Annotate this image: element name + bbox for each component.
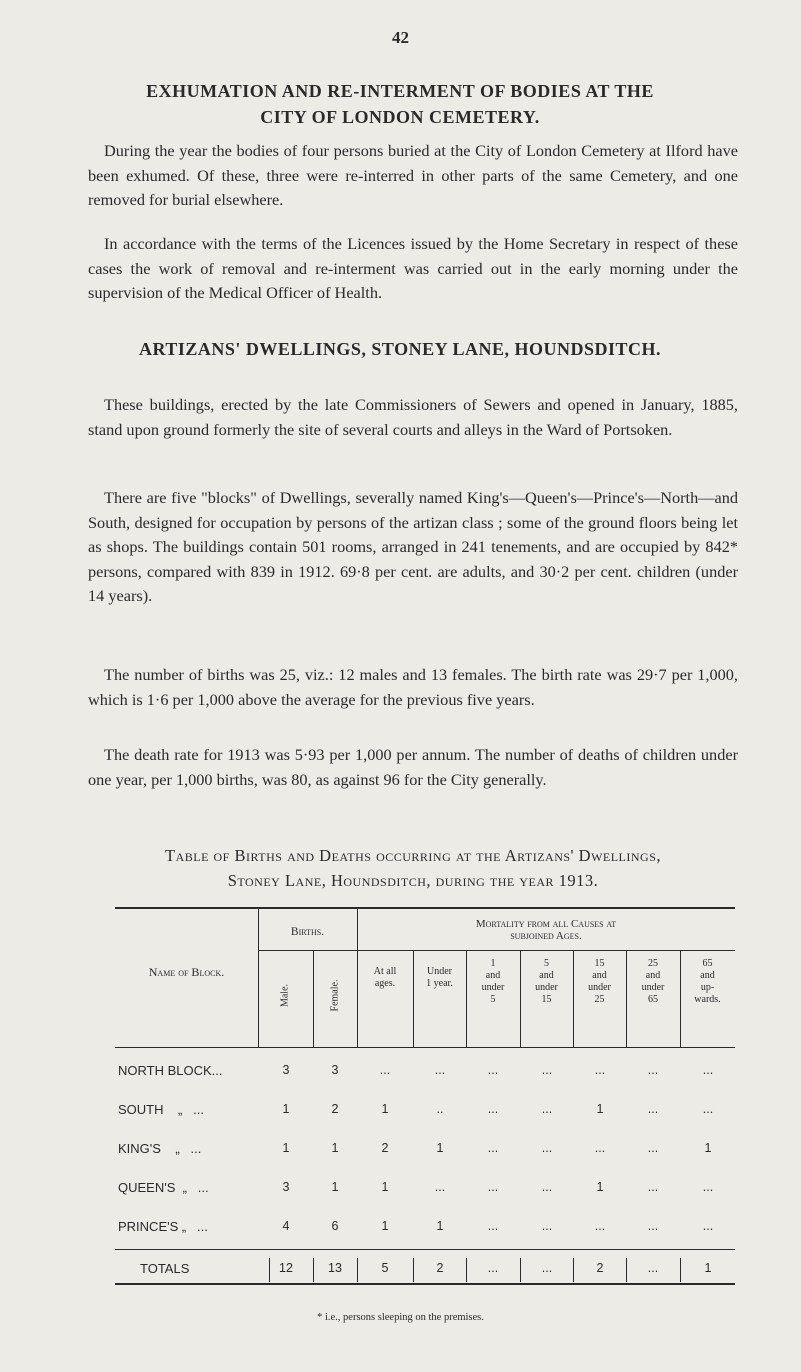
totals-divider — [466, 1258, 467, 1282]
totals-divider — [357, 1258, 358, 1282]
artizans-paragraph-2: There are five "blocks" of Dwellings, severally named King's—Queen's—Prince's—North—and South, designed for occupation by persons of the artizan class ; some of the ground floors being let as shops. The buildings contain 501 rooms, arranged in 241 tenements, and are occupied by 842* persons, compared with 839 in 1912. 69·8 per cent. are adults, and 30·2 per cent. children (under 14 years). — [88, 488, 738, 605]
totals-cell: 2 — [596, 1261, 604, 1275]
mortality-col-header-line: and — [700, 970, 715, 981]
mortality-col-header-line: 15 — [594, 958, 605, 969]
mortality-col-header-line: and — [539, 970, 554, 981]
artizans-paragraph-3: The number of births was 25, viz.: 12 males and 13 females. The birth rate was 29·7 per 1,000, which is 1·6 per 1,000 above the average for the previous five years. — [88, 665, 738, 709]
mortality-col-header-line: under — [535, 982, 558, 993]
mortality-col-header-line: and — [645, 970, 661, 981]
row-block-name: PRINCE'S „ ... — [118, 1219, 208, 1234]
table-bottom-rule — [115, 1283, 735, 1285]
totals-divider — [413, 1258, 414, 1282]
mortality-col-header — [466, 958, 520, 1006]
table-cell: 4 — [282, 1219, 290, 1233]
table-caption — [88, 843, 738, 893]
mortality-col-header — [520, 958, 573, 1006]
totals-divider — [680, 1258, 681, 1282]
mortality-col-header-line: under — [481, 982, 505, 993]
header-female: Female. — [329, 979, 341, 1012]
table-cell: ... — [594, 1141, 606, 1155]
row-block-name: QUEEN'S „ ... — [118, 1180, 209, 1195]
row-block-name: KING'S „ ... — [118, 1141, 202, 1156]
table-cell: ... — [541, 1102, 553, 1116]
header-male: Male. — [279, 983, 291, 1008]
totals-cell: ... — [647, 1261, 659, 1275]
table-cell: 1 — [436, 1141, 444, 1155]
row-block-name: NORTH BLOCK... — [118, 1063, 223, 1078]
table-header-rule — [115, 1047, 735, 1048]
mortality-col-header — [626, 958, 680, 1006]
totals-cell: 12 — [279, 1261, 293, 1275]
mortality-col-header-line: under — [641, 982, 665, 993]
totals-cell: 2 — [436, 1261, 444, 1275]
mortality-col-header-line: up- — [700, 982, 715, 993]
mortality-col-header-line: 25 — [648, 958, 658, 969]
header-name-of-block: Name of Block. — [148, 965, 225, 979]
totals-divider — [520, 1258, 521, 1282]
table-cell: 1 — [704, 1141, 712, 1155]
table-top-rule — [115, 907, 735, 909]
header-births: Births. — [290, 926, 325, 938]
births-underline — [258, 950, 357, 951]
table-cell: 1 — [596, 1102, 604, 1116]
header-mortality-line1: Mortality from all Causes at — [475, 918, 617, 930]
table-cell: 1 — [331, 1141, 339, 1155]
table-cell: 2 — [331, 1102, 339, 1116]
mortality-col-header-line: wards. — [694, 994, 721, 1005]
exhumation-heading — [60, 78, 740, 130]
mortality-col-header-line: 65 — [702, 958, 713, 969]
mortality-col-header — [573, 958, 626, 1006]
table-cell: ... — [434, 1063, 446, 1077]
exhumation-heading-line1: EXHUMATION AND RE-INTERMENT OF BODIES AT THE — [146, 81, 654, 101]
mortality-col-header-line: 15 — [541, 994, 552, 1005]
table-cell: ... — [487, 1063, 499, 1077]
table-footnote: * i.e., persons sleeping on the premises. — [317, 1312, 484, 1323]
mortality-col-header-line: and — [485, 970, 501, 981]
table-cell: 1 — [381, 1102, 389, 1116]
mortality-col-header-line: Under — [427, 966, 452, 977]
totals-cell: ... — [541, 1261, 553, 1275]
table-cell: ... — [541, 1141, 553, 1155]
totals-cell: ... — [487, 1261, 499, 1275]
table-cell: ... — [379, 1063, 391, 1077]
table-cell: 1 — [381, 1219, 389, 1233]
table-cell: 1 — [282, 1102, 290, 1116]
table-cell: ... — [702, 1102, 714, 1116]
table-cell: ... — [487, 1102, 499, 1116]
mortality-col-header-line: 65 — [648, 994, 658, 1005]
totals-divider — [626, 1258, 627, 1282]
table-cell: ... — [647, 1141, 659, 1155]
table-totals-rule — [115, 1249, 735, 1250]
artizans-heading: ARTIZANS' DWELLINGS, STONEY LANE, HOUNDSDITCH. — [139, 339, 661, 359]
table-cell: 1 — [331, 1180, 339, 1194]
table-cell: 2 — [381, 1141, 389, 1155]
table-cell: ... — [434, 1180, 446, 1194]
mortality-col-header-line: At all — [373, 966, 397, 977]
mortality-col-header-line: under — [588, 982, 611, 993]
mortality-col-header-line: 5 — [490, 994, 496, 1005]
mortality-col-header — [413, 966, 466, 990]
mortality-col-header — [680, 958, 735, 1006]
table-cell: .. — [436, 1102, 444, 1116]
totals-label: TOTALS — [140, 1261, 190, 1276]
mortality-col-header-line: 1 — [490, 958, 496, 969]
table-cell: ... — [594, 1219, 606, 1233]
table-cell: 1 — [282, 1141, 290, 1155]
exhumation-heading-line2: CITY OF LONDON CEMETERY. — [260, 107, 540, 127]
table-cell: ... — [702, 1219, 714, 1233]
table-cell: ... — [541, 1219, 553, 1233]
table-cell: ... — [541, 1180, 553, 1194]
table-cell: ... — [647, 1063, 659, 1077]
mortality-col-header — [357, 966, 413, 990]
table-cell: ... — [487, 1219, 499, 1233]
totals-cell: 5 — [381, 1261, 389, 1275]
table-cell: 3 — [282, 1180, 290, 1194]
mortality-col-header-line: 25 — [594, 994, 605, 1005]
artizans-paragraph-1: These buildings, erected by the late Commissioners of Sewers and opened in January, 1885, stand upon ground formerly the site of several courts and alleys in the Ward of Portsoken. — [88, 395, 738, 439]
table-caption-line2: Stoney Lane, Houndsditch, during the year 1913. — [227, 871, 599, 890]
totals-divider — [573, 1258, 574, 1282]
exhumation-paragraph-1: During the year the bodies of four persons buried at the City of London Cemetery at Ilford have been exhumed. Of these, three were re-interred in other parts of the same Cemetery, and one removed for burial elsewhere. — [88, 141, 738, 209]
table-cell: ... — [541, 1063, 553, 1077]
table-cell: 1 — [381, 1180, 389, 1194]
table-cell: ... — [594, 1063, 606, 1077]
totals-cell: 1 — [704, 1261, 712, 1275]
table-cell: 6 — [331, 1219, 339, 1233]
totals-cell: 13 — [328, 1261, 342, 1275]
mortality-col-header-line: and — [592, 970, 607, 981]
header-mortality — [357, 918, 735, 942]
mortality-col-header-line: 5 — [544, 958, 549, 969]
table-cell: ... — [487, 1180, 499, 1194]
table-cell: ... — [702, 1180, 714, 1194]
table-cell: 1 — [436, 1219, 444, 1233]
table-cell: 3 — [282, 1063, 290, 1077]
table-cell: ... — [487, 1141, 499, 1155]
artizans-paragraph-4: The death rate for 1913 was 5·93 per 1,000 per annum. The number of deaths of children under one year, per 1,000 births, was 80, as against 96 for the City generally. — [88, 745, 738, 789]
page-number: 42 — [392, 28, 409, 47]
table-cell: 3 — [331, 1063, 339, 1077]
mortality-col-header-line: 1 year. — [426, 978, 453, 989]
table-cell: ... — [647, 1180, 659, 1194]
exhumation-paragraph-2: In accordance with the terms of the Licences issued by the Home Secretary in respect of these cases the work of removal and re-interment was carried out in the early morning under the supervision of the Medical Officer of Health. — [88, 234, 738, 302]
table-cell: ... — [647, 1219, 659, 1233]
table-cell: ... — [647, 1102, 659, 1116]
header-mortality-line2: subjoined Ages. — [510, 930, 582, 942]
table-caption-line1: Table of Births and Deaths occurring at the Artizans' Dwellings, — [164, 846, 662, 865]
row-block-name: SOUTH „ ... — [118, 1102, 204, 1117]
col-divider — [313, 951, 314, 1047]
table-cell: ... — [702, 1063, 714, 1077]
table-cell: 1 — [596, 1180, 604, 1194]
mortality-col-header-line: ages. — [374, 978, 396, 989]
mortality-underline — [357, 950, 735, 951]
